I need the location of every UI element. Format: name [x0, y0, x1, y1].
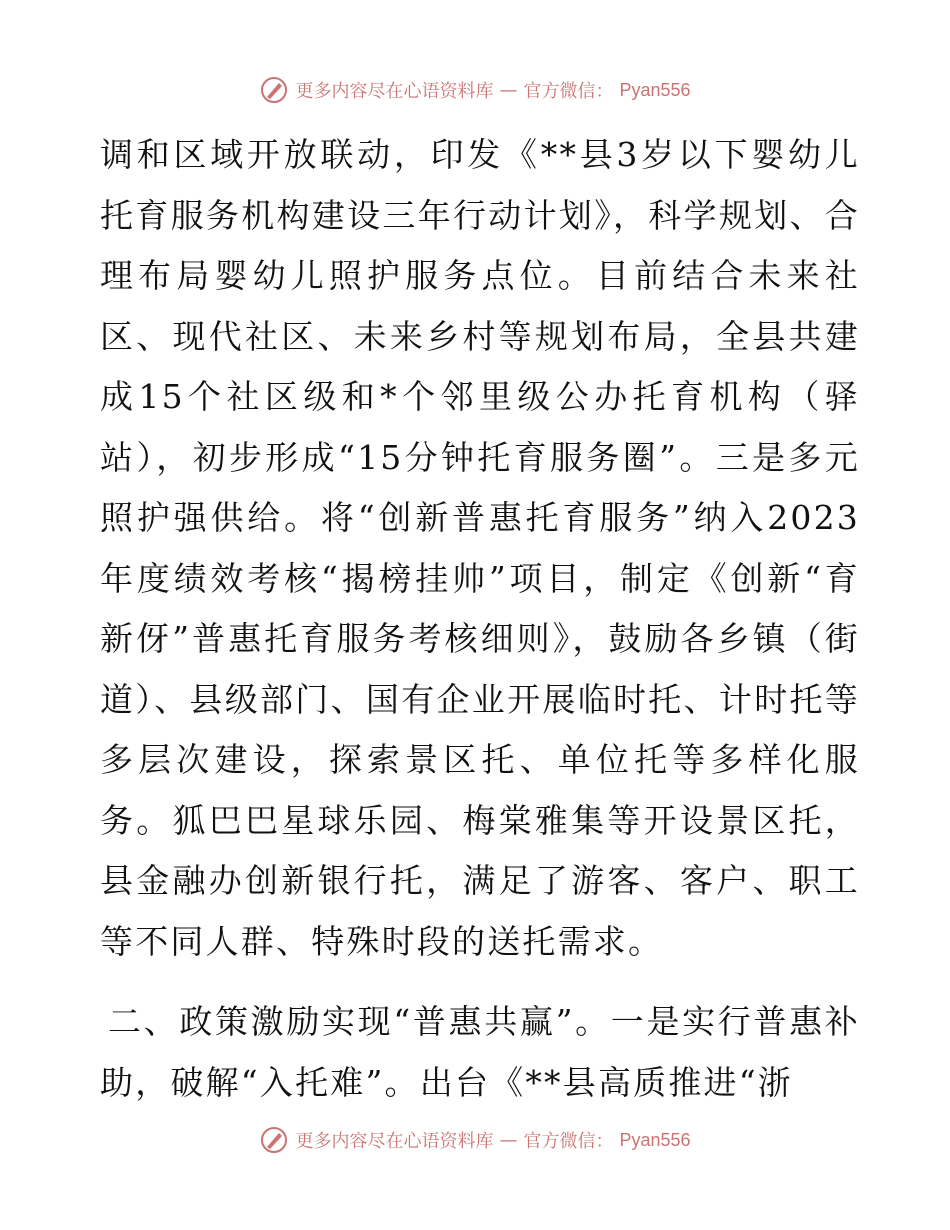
quill-pen-icon [259, 1125, 289, 1155]
watermark-account-id: Pyan556 [619, 79, 691, 100]
document-body [100, 125, 860, 1113]
paragraph-2: 二、政策激励实现“普惠共赢”。一是实行普惠补助，破解“入托难”。出台《**县高质推进“浙 [100, 1002, 860, 1102]
watermark-text: 更多内容尽在心语资料库 [295, 1131, 494, 1152]
header-watermark [0, 70, 950, 110]
footer-watermark [0, 1120, 950, 1160]
watermark-account-label: 官方微信： [523, 1131, 614, 1152]
watermark-account-label: 官方微信： [523, 81, 614, 102]
quill-pen-icon [259, 75, 289, 105]
watermark-account-id: Pyan556 [619, 1129, 691, 1150]
paragraph-1: 调和区域开放联动，印发《**县3岁以下婴幼儿托育服务机构建设三年行动计划》，科学规划、合理布局婴幼儿照护服务点位。目前结合未来社区、现代社区、未来乡村等规划布局，全县共建成15个社区级和*个邻里级公办托育机构（驿站），初步形成“15分钟托育服务圈”。三是多元照护强供给。将“创新普惠托育服务”纳入2023年度绩效考核“揭榜挂帅”项目，制定《创新“育新伢”普惠托育服务考核细则》，鼓励各乡镇（街道）、县级部门、国有企业开展临时托、计时托等多层次建设，探索景区托、单位托等多样化服务。狐巴巴星球乐园、梅棠雅集等开设景区托，县金融办创新银行托，满足了游客、客户、职工等不同人群、特殊时段的送托需求。 [100, 135, 860, 961]
watermark-separator: — [499, 1129, 518, 1151]
watermark-separator: — [499, 79, 518, 101]
watermark-text: 更多内容尽在心语资料库 [295, 81, 494, 102]
